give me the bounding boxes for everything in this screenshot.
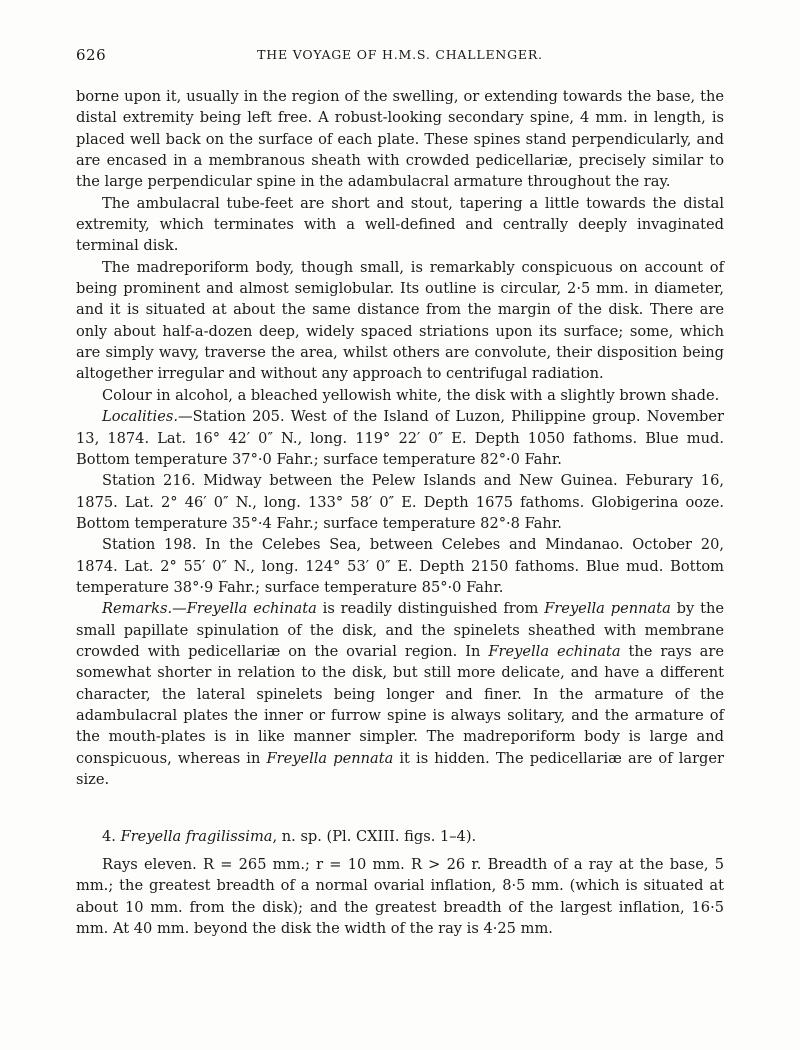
paragraph-spines: borne upon it, usually in the region of the swelling, or extending towards the base, the distal extremity being left free. A robust-looking secondary spine, 4 mm. in length, is placed well back on the surface of each plate. These spines stand perpendicularly, and are encased in a membranous sheath with crowded pedicellariæ, precisely similar to the large perpendicular spine in the adambulacral armature throughout the ray. bbox=[76, 88, 724, 191]
remarks-text: by the small papillate spinulation of the disk, and the spinelets sheathed with membrane crowded with pedicellariæ on the ovarial region. In bbox=[76, 600, 724, 660]
running-title: THE VOYAGE OF H.M.S. CHALLENGER. bbox=[257, 47, 543, 62]
species-name: Freyella echinata bbox=[186, 600, 317, 618]
paragraph-description: Rays eleven. R = 265 mm.; r = 10 mm. R > 26 r. Breadth of a ray at the base, 5 mm.; the greatest breadth of a normal ovarial inflation, 8·5 mm. (which is situated at about 10 mm. from the disk); and the greatest breadth of the largest inflation, 16·5 mm. At 40 mm. beyond the disk the width of the ray is 4·25 mm. bbox=[76, 855, 724, 937]
paragraph-remarks bbox=[76, 598, 724, 790]
paragraph-station-216: Station 216. Midway between the Pelew Islands and New Guinea. Feburary 16, 1875. Lat. 2° 46′ 0″ N., long. 133° 58′ 0″ E. Depth 1675 fathoms. Globigerina ooze. Bottom temperature 35°·4 Fahr.; surface temperature 82°·8 Fahr. bbox=[76, 472, 724, 532]
paragraph-tube-feet: The ambulacral tube-feet are short and stout, tapering a little towards the distal extremity, which terminates with a well-defined and centrally deeply invaginated terminal disk. bbox=[76, 194, 724, 255]
remarks-label: Remarks. bbox=[102, 600, 173, 618]
remarks-text: the rays are somewhat shorter in relation to the disk, but still more delicate, and have a different character, the lateral spinelets being longer and finer. In the armature of the adambulacral plates the inner or furrow spine is always solitary, and the armature of the mouth-plates is in like manner simpler. The madreporiform body is large and conspicuous, whereas in bbox=[76, 642, 724, 767]
remarks-dash: — bbox=[172, 600, 187, 618]
paragraph-localities bbox=[76, 406, 724, 470]
paragraph-colour: Colour in alcohol, a bleached yellowish white, the disk with a slightly brown shade. bbox=[102, 386, 720, 404]
species-name: Freyella pennata bbox=[266, 749, 394, 767]
paragraph-station-198: Station 198. In the Celebes Sea, between Celebes and Mindanao. October 20, 1874. Lat. 2° 55′ 0″ N., long. 124° 53′ 0″ E. Depth 2150 fathoms. Blue mud. Bottom temperature 38°·9 Fahr.; surface temperature 85°·0 Fahr. bbox=[76, 536, 724, 596]
localities-label: Localities. bbox=[102, 408, 178, 426]
page-header bbox=[76, 46, 724, 70]
section-heading-suffix: , n. sp. (Pl. CXIII. figs. 1–4). bbox=[272, 828, 477, 845]
body-text bbox=[76, 86, 724, 790]
species-section bbox=[76, 826, 724, 940]
localities-text: —Station 205. West of the Island of Luzon, Philippine group. November 13, 1874. Lat. 16° 42′ 0″ N., long. 119° 22′ 0″ E. Depth 1050 fathoms. Blue mud. Bottom temperature 37°·0 Fahr.; surface temperature 82°·0 Fahr. bbox=[76, 408, 724, 468]
species-name: Freyella pennata bbox=[544, 600, 671, 618]
paragraph-madreporiform: The madreporiform body, though small, is remarkably conspicuous on account of being prominent and almost semiglobular. Its outline is circular, 2·5 mm. in diameter, and it is situated at about the same distance from the margin of the disk. There are only about half-a-dozen deep, widely spaced striations upon its surface; some, which are simply wavy, traverse the area, whilst others are convolute, their disposition being altogether irregular and without any approach to centrifugal radiation. bbox=[76, 258, 724, 383]
page-number: 626 bbox=[76, 46, 107, 64]
remarks-text: is readily distinguished from bbox=[316, 600, 545, 618]
section-heading bbox=[76, 826, 724, 848]
section-species-name: Freyella fragilissima bbox=[120, 828, 273, 845]
remarks-text: it is hidden. The pedicellariæ are of larger size. bbox=[76, 749, 724, 788]
species-name: Freyella echinata bbox=[488, 642, 621, 660]
section-number: 4. bbox=[102, 828, 116, 845]
